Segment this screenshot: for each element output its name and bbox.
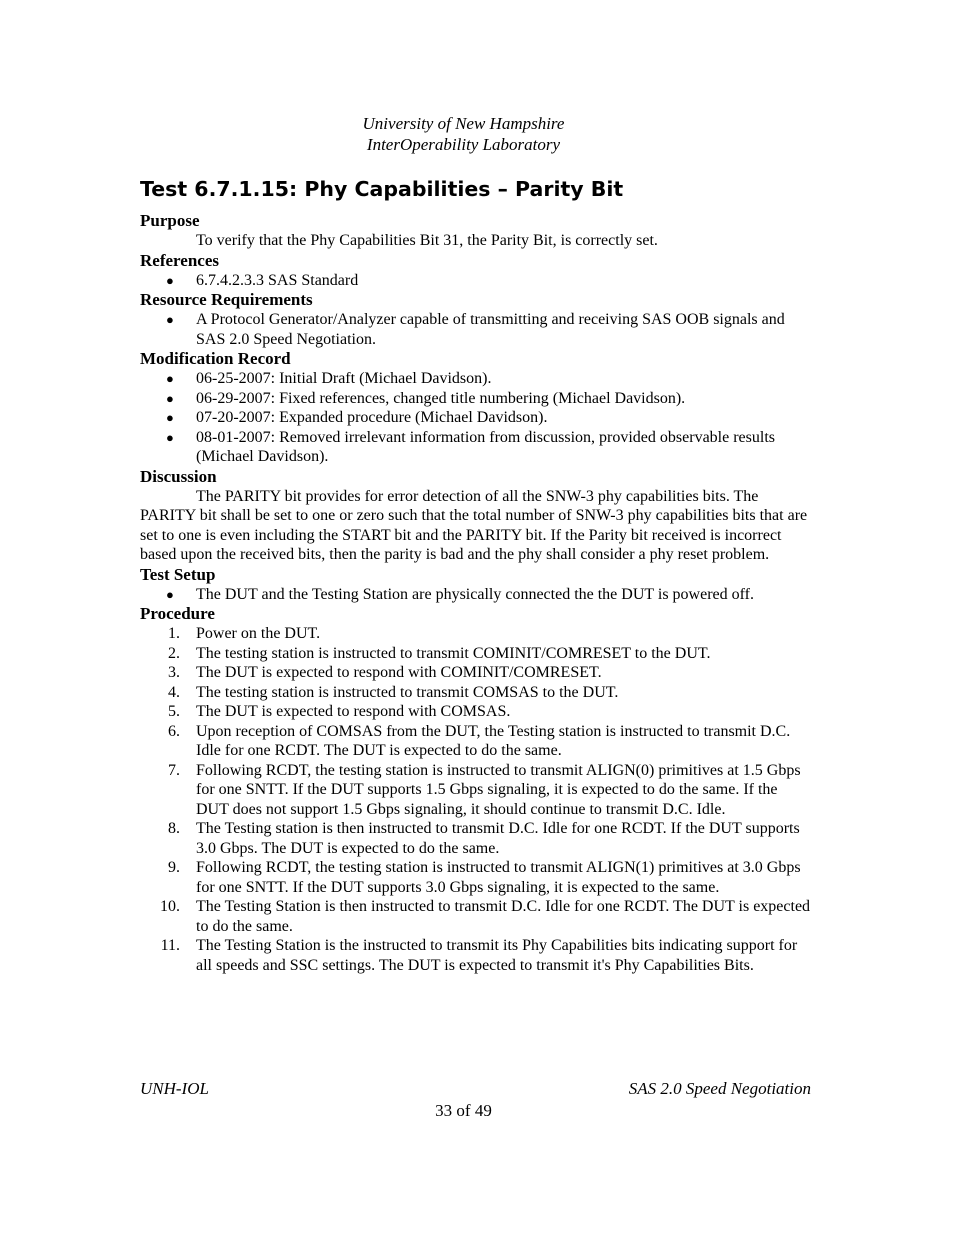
step-number: 2. [168, 644, 180, 662]
setup-heading: Test Setup [140, 564, 216, 584]
list-item: ● The DUT and the Testing Station are physically connected the the DUT is powered off. [166, 585, 754, 603]
footer-org: UNH-IOL [140, 1079, 209, 1098]
footer-doc-title: SAS 2.0 Speed Negotiation [628, 1079, 811, 1098]
bullet-icon: ● [166, 390, 174, 406]
resources-list [140, 310, 812, 349]
resources-heading: Resource Requirements [140, 290, 313, 309]
page-number: 33 of 49 [435, 1101, 492, 1120]
purpose-heading: Purpose [140, 211, 200, 230]
list-item: ● 6.7.4.2.3.3 SAS Standard [166, 271, 359, 289]
bullet-icon: ● [166, 586, 174, 602]
list-item: ● 07-20-2007: Expanded procedure (Michael Davidson). [166, 409, 548, 426]
step-number: 8. [168, 820, 180, 837]
step-number: 11. [160, 937, 180, 954]
step-number: 7. [168, 761, 180, 779]
list-item: ● A Protocol Generator/Analyzer capable of transmitting and receiving SAS OOB signals and SAS 2.0 Speed Negotiation. [166, 311, 785, 348]
procedure-heading: Procedure [140, 604, 215, 623]
step-number: 1. [168, 625, 180, 642]
bullet-icon: ● [166, 312, 174, 327]
list-item: ● 06-25-2007: Initial Draft (Michael Davidson). [166, 370, 492, 387]
purpose-text: To verify that the Phy Capabilities Bit 31, the Parity Bit, is correctly set. [196, 232, 658, 249]
modification-heading: Modification Record [140, 349, 291, 368]
list-item: 11. The Testing Station is the instructed to transmit its Phy Capabilities bits indicating support for all speeds and SSC settings. The DUT is expected to transmit it's Phy Capabilities Bits. [140, 936, 812, 975]
test-title: Test 6.7.1.15: Phy Capabilities – Parity Bit [140, 177, 624, 201]
discussion-heading: Discussion [140, 466, 217, 486]
list-item: 10. The Testing Station is then instructed to transmit D.C. Idle for one RCDT. The DUT is expected to do the same. [140, 897, 812, 936]
list-item: ● 06-29-2007: Fixed references, changed title numbering (Michael Davidson). [166, 389, 686, 407]
references-list [140, 271, 812, 291]
step-number: 3. [168, 664, 180, 681]
references-heading: References [140, 250, 219, 270]
setup-list [140, 585, 812, 605]
header-university: University of New Hampshire [362, 114, 565, 133]
list-item: 6. Upon reception of COMSAS from the DUT, the Testing station is instructed to transmit D.C. Idle for one RCDT. The DUT is expected to do the same. [140, 722, 812, 761]
step-number: 4. [168, 683, 180, 701]
list-item: 3. The DUT is expected to respond with COMINIT/COMRESET. [140, 663, 812, 683]
bullet-icon: ● [166, 429, 174, 445]
list-item: 4. The testing station is instructed to transmit COMSAS to the DUT. [140, 683, 812, 703]
document-body [140, 175, 812, 975]
bullet-icon: ● [166, 371, 174, 386]
page-header [0, 113, 927, 155]
list-item: 9. Following RCDT, the testing station is instructed to transmit ALIGN(1) primitives at 3.0 Gbps for one SNTT. If the DUT supports 3.0 Gbps signaling, it is expected to the same. [140, 858, 812, 897]
header-lab: InterOperability Laboratory [366, 135, 561, 154]
list-item: 1. Power on the DUT. [140, 624, 812, 644]
list-item: ● 08-01-2007: Removed irrelevant information from discussion, provided observable results (Michael Davidson). [166, 428, 775, 465]
step-number: 10. [160, 898, 180, 915]
list-item: 2. The testing station is instructed to transmit COMINIT/COMRESET to the DUT. [140, 644, 812, 664]
modification-list [140, 369, 812, 467]
list-item: 8. The Testing station is then instructed to transmit D.C. Idle for one RCDT. If the DUT supports 3.0 Gbps. The DUT is expected to do the same. [140, 819, 812, 858]
procedure-list [140, 624, 812, 975]
list-item: 5. The DUT is expected to respond with COMSAS. [140, 702, 812, 722]
discussion-text: The PARITY bit provides for error detection of all the SNW-3 phy capabilities bits. The PARITY bit shall be set to one or zero such that the total number of SNW-3 phy capabilities bits that are set to one is even including the START bit and the PARITY bit. If the Parity bit received is incorrect based upon the received bits, then the parity is bad and the phy shall consider a phy reset problem. [140, 487, 808, 563]
step-number: 6. [168, 722, 180, 740]
bullet-icon: ● [166, 272, 174, 288]
step-number: 9. [168, 859, 180, 876]
list-item: 7. Following RCDT, the testing station is instructed to transmit ALIGN(0) primitives at 1.5 Gbps for one SNTT. If the DUT supports 1.5 Gbps signaling, it is expected to do the same. If the DUT does not support 1.5 Gbps signaling, it should continue to transmit D.C. Idle. [140, 761, 812, 820]
bullet-icon: ● [166, 410, 174, 425]
step-number: 5. [168, 703, 180, 720]
